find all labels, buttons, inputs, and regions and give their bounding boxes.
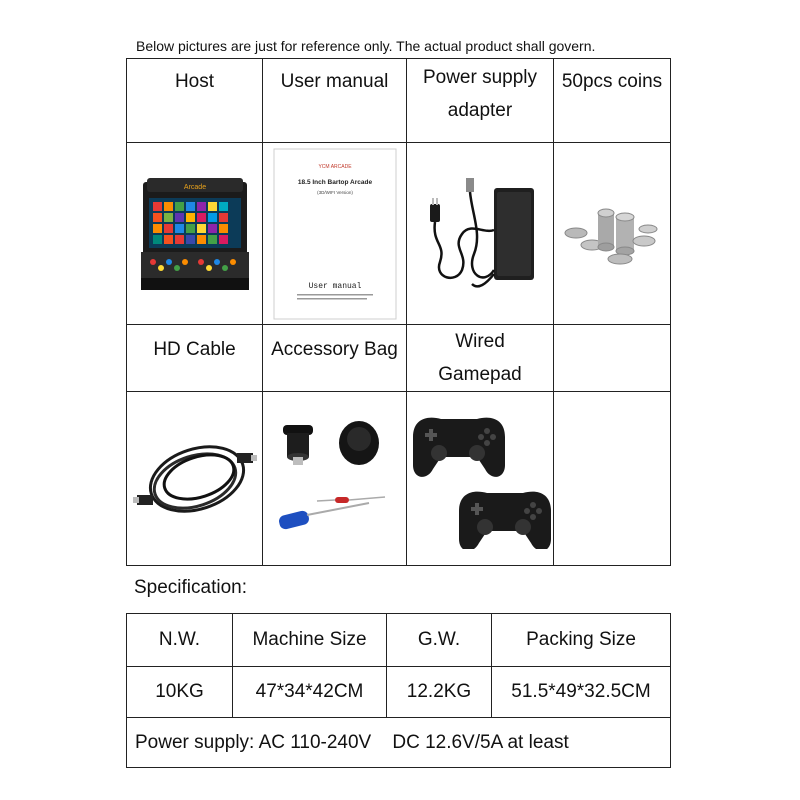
spec-value-row xyxy=(127,667,671,718)
user-manual-icon xyxy=(273,148,397,320)
label-gamepad xyxy=(407,325,554,392)
arcade-cabinet-icon xyxy=(139,176,251,292)
label-gamepad-line2: Gamepad xyxy=(438,364,522,385)
hd-cable-image-cell xyxy=(127,392,263,566)
spec-value-gw: 12.2KG xyxy=(387,667,492,718)
label-host-text: Host xyxy=(174,71,215,92)
host-image-cell xyxy=(127,143,263,325)
images-row-2 xyxy=(127,392,671,566)
label-coins-text: 50pcs coins xyxy=(561,71,663,92)
gamepad-icon xyxy=(407,409,553,549)
label-accessory-bag-text: Accessory Bag xyxy=(271,339,398,360)
images-row-1 xyxy=(127,143,671,325)
power-adapter-icon xyxy=(422,174,538,294)
accessory-bag-icon xyxy=(273,417,397,541)
adapter-image-cell xyxy=(407,143,554,325)
label-power-supply xyxy=(407,59,554,143)
manual-footer: User manual xyxy=(308,281,361,291)
label-host xyxy=(127,59,263,143)
coins-image-cell xyxy=(554,143,671,325)
spec-header-machine-size: Machine Size xyxy=(233,614,387,667)
accessory-bag-image-cell xyxy=(263,392,407,566)
spec-header-nw: N.W. xyxy=(127,614,233,667)
spec-power-row xyxy=(127,718,671,768)
label-hd-cable-text: HD Cable xyxy=(153,339,236,360)
manual-subtitle: (3D/WIFI Version) xyxy=(316,189,353,195)
spec-header-row xyxy=(127,614,671,667)
label-power-supply-line1: Power supply xyxy=(422,67,538,88)
cabinet-logo: Arcade xyxy=(183,183,206,191)
gamepad-image-cell xyxy=(407,392,554,566)
reference-note: Below pictures are just for reference only. The actual product shall govern. xyxy=(136,38,596,54)
label-accessory-bag xyxy=(263,325,407,392)
package-contents-table xyxy=(126,58,671,566)
spec-value-packing-size: 51.5*49*32.5CM xyxy=(492,667,671,718)
spec-power-supply: Power supply: AC 110-240V DC 12.6V/5A at least xyxy=(127,718,671,768)
spec-value-machine-size: 47*34*42CM xyxy=(233,667,387,718)
manual-title: 18.5 Inch Bartop Arcade xyxy=(297,178,372,186)
labels-row-1 xyxy=(127,59,671,143)
spec-heading: Specification: xyxy=(134,577,248,598)
spec-value-nw: 10KG xyxy=(127,667,233,718)
label-user-manual-text: User manual xyxy=(280,71,389,92)
label-power-supply-line2: adapter xyxy=(447,100,513,121)
hd-cable-icon xyxy=(133,431,257,527)
label-user-manual xyxy=(263,59,407,143)
label-coins xyxy=(554,59,671,143)
label-empty xyxy=(554,325,671,392)
labels-row-2 xyxy=(127,325,671,392)
coins-icon xyxy=(562,199,662,269)
spec-table xyxy=(126,613,671,768)
empty-image-cell xyxy=(554,392,671,566)
spec-header-packing-size: Packing Size xyxy=(492,614,671,667)
label-gamepad-line1: Wired xyxy=(455,331,505,352)
manual-image-cell xyxy=(263,143,407,325)
label-hd-cable xyxy=(127,325,263,392)
spec-header-gw: G.W. xyxy=(387,614,492,667)
manual-brand: YCM ARCADE xyxy=(317,163,352,170)
